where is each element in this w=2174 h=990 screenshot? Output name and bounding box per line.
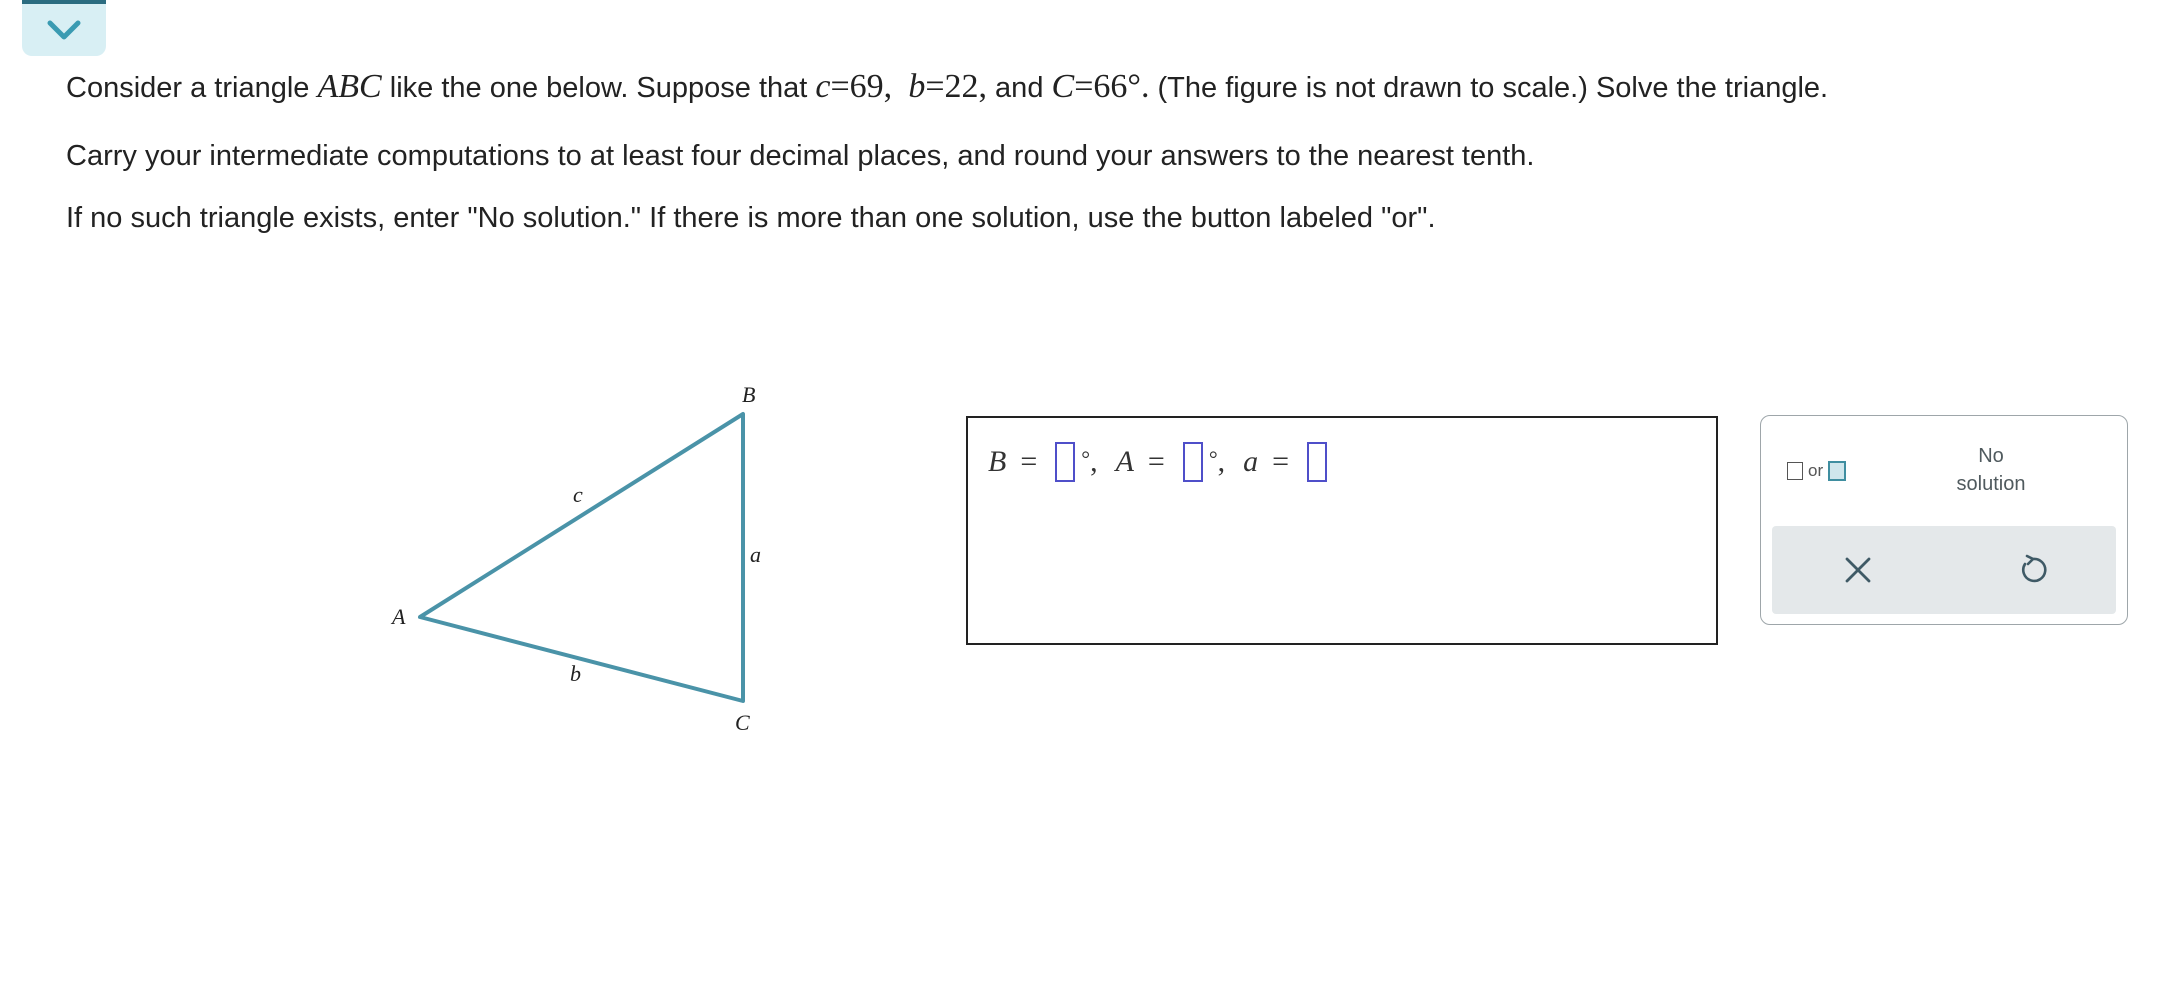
side-c-label: c (573, 482, 583, 507)
undo-button[interactable] (2009, 546, 2057, 594)
answer-A-equals: = (1147, 445, 1165, 478)
given-c-var: c (815, 68, 831, 105)
given-C-var: C (1051, 68, 1075, 105)
clear-button[interactable] (1834, 546, 1882, 594)
angle-A-input[interactable] (1183, 442, 1203, 482)
or-right-box-icon (1828, 461, 1846, 481)
answer-a-equals: = (1272, 445, 1290, 478)
chevron-down-icon (44, 17, 84, 43)
triangle-shape (420, 414, 743, 701)
answer-box (966, 416, 1718, 645)
answer-a-label: a (1243, 445, 1259, 478)
or-left-box-icon (1787, 462, 1803, 480)
side-a-input[interactable] (1307, 442, 1327, 482)
problem-line-2: Carry your intermediate computations to at least four decimal places, and round your answers to the nearest tenth. (66, 140, 1535, 172)
answer-A-label: A (1115, 445, 1134, 478)
triangle-figure (380, 380, 780, 740)
undo-icon (2016, 553, 2050, 587)
given-b-var: b (908, 68, 926, 105)
angle-B-input[interactable] (1055, 442, 1075, 482)
side-a-label: a (750, 542, 761, 567)
collapse-toggle[interactable] (22, 0, 106, 56)
triangle-diagram (380, 380, 780, 740)
answer-row (988, 440, 1331, 484)
or-button-label: or (1808, 461, 1824, 480)
triangle-name: ABC (317, 68, 382, 105)
answer-tools-panel (1760, 415, 2128, 625)
vertex-B-label: B (742, 382, 756, 407)
answer-comma-1: , (1090, 445, 1098, 478)
answer-B-equals: = (1020, 445, 1038, 478)
side-b-label: b (570, 661, 581, 686)
answer-comma-2: , (1217, 445, 1226, 478)
x-icon (1843, 555, 1873, 585)
no-solution-button[interactable] (1891, 442, 2091, 498)
problem-line-3: If no such triangle exists, enter "No solution." If there is more than one solution, use the button labeled "or". (66, 202, 1436, 234)
vertex-A-label: A (392, 604, 406, 629)
angle-A-degree: ° (1208, 446, 1218, 471)
given-b-value: =22, (925, 68, 987, 105)
answer-B-label: B (988, 445, 1007, 478)
or-button[interactable] (1787, 454, 1846, 488)
tool-actions-bar (1772, 526, 2116, 614)
vertex-C-label: C (735, 710, 750, 735)
no-solution-label-2: solution (1956, 473, 2026, 495)
no-solution-label-1: No (1978, 445, 2004, 467)
given-C-value: =66°. (1074, 68, 1150, 105)
given-c-value: =69, (830, 68, 893, 105)
angle-B-degree: ° (1081, 446, 1091, 471)
problem-line-1: Consider a triangle ABC like the one below. Suppose that c=69, b=22, and C=66°. (The figure is not drawn to scale.) Solve the triangle. (66, 68, 1829, 105)
